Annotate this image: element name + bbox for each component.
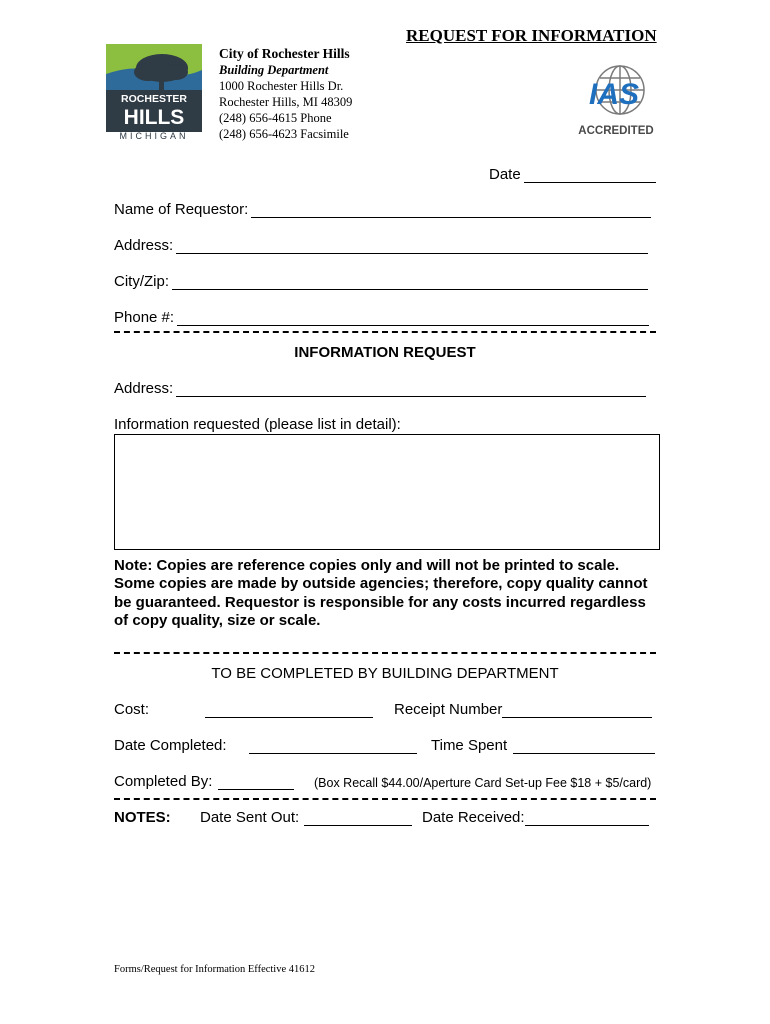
form-title: REQUEST FOR INFORMATION: [406, 26, 657, 45]
department-name: Building Department: [219, 63, 329, 77]
completed-by-label: Completed By:: [114, 773, 213, 790]
ias-label: ACCREDITED: [578, 125, 654, 137]
time-spent-label: Time Spent: [431, 737, 508, 754]
date-received-field: [422, 809, 649, 826]
date-label: Date: [489, 166, 521, 183]
phone-label: Phone #:: [114, 309, 175, 326]
date-field: [489, 166, 656, 183]
completed-by-field: [114, 773, 294, 790]
department-address-block: [219, 46, 352, 142]
completed-by-input-line[interactable]: [218, 775, 294, 790]
date-sent-input-line[interactable]: [304, 811, 412, 826]
requestor-address-input-line[interactable]: [176, 239, 648, 254]
rochester-hills-logo: [104, 44, 208, 140]
form-footer: Forms/Request for Information Effective 41612: [114, 964, 316, 975]
city-zip-field: [114, 273, 648, 290]
street-address: 1000 Rochester Hills Dr.: [219, 79, 344, 93]
date-completed-field: [114, 737, 417, 754]
ias-mark: IAS: [588, 78, 640, 111]
details-textarea[interactable]: [114, 434, 660, 550]
phone-input-line[interactable]: [177, 311, 649, 326]
information-request-heading: INFORMATION REQUEST: [294, 344, 476, 361]
ias-accredited-logo: [574, 62, 658, 140]
logo-line2: HILLS: [123, 106, 185, 129]
cost-field: [114, 701, 373, 718]
notes-row: [114, 809, 171, 826]
date-sent-field: [200, 809, 412, 826]
section-divider: [114, 798, 656, 800]
date-received-label: Date Received:: [422, 809, 525, 826]
receipt-number-label: Receipt Number: [394, 701, 503, 718]
time-spent-input-line[interactable]: [513, 739, 655, 754]
details-label: Information requested (please list in detail):: [114, 416, 401, 433]
notes-label: NOTES:: [114, 809, 171, 826]
cost-input-line[interactable]: [205, 703, 373, 718]
requestor-name-input-line[interactable]: [251, 203, 651, 218]
requestor-name-label: Name of Requestor:: [114, 201, 249, 218]
requestor-address-label: Address:: [114, 237, 174, 254]
fees-text: (Box Recall $44.00/Aperture Card Set-up Fee $18 + $5/card): [314, 776, 652, 790]
date-completed-input-line[interactable]: [249, 739, 417, 754]
details-label-row: [114, 416, 401, 433]
city-zip-input-line[interactable]: [172, 275, 648, 290]
fax-number: (248) 656-4623 Facsimile: [219, 127, 349, 141]
section-divider: [114, 331, 656, 333]
department-section-heading: TO BE COMPLETED BY BUILDING DEPARTMENT: [211, 665, 559, 682]
requestor-address-field: [114, 237, 648, 254]
city-state-zip: Rochester Hills, MI 48309: [219, 95, 353, 109]
info-address-label: Address:: [114, 380, 174, 397]
city-name: City of Rochester Hills: [219, 46, 350, 61]
time-spent-field: [431, 737, 655, 754]
receipt-number-field: [394, 701, 652, 718]
section-divider: [114, 652, 656, 654]
date-received-input-line[interactable]: [525, 811, 649, 826]
fees-note: [314, 776, 651, 790]
receipt-number-input-line[interactable]: [502, 703, 652, 718]
city-zip-label: City/Zip:: [114, 273, 170, 290]
cost-label: Cost:: [114, 701, 150, 718]
copy-note: Note: Copies are reference copies only and will not be printed to scale. Some copies are made by outside agencies; therefore, copy quality cannot be guaranteed. Requestor is responsible for any costs incurred regardless of copy quality, size or scale.: [114, 557, 648, 629]
info-address-field: [114, 380, 646, 397]
date-sent-label: Date Sent Out:: [200, 809, 300, 826]
date-input-line[interactable]: [524, 168, 656, 183]
requestor-name-field: [114, 201, 651, 218]
phone-number: (248) 656-4615 Phone: [219, 111, 332, 125]
logo-line3: MICHIGAN: [119, 131, 189, 140]
logo-line1: ROCHESTER: [121, 93, 187, 105]
date-completed-label: Date Completed:: [114, 737, 227, 754]
phone-field: [114, 309, 649, 326]
info-address-input-line[interactable]: [176, 382, 646, 397]
